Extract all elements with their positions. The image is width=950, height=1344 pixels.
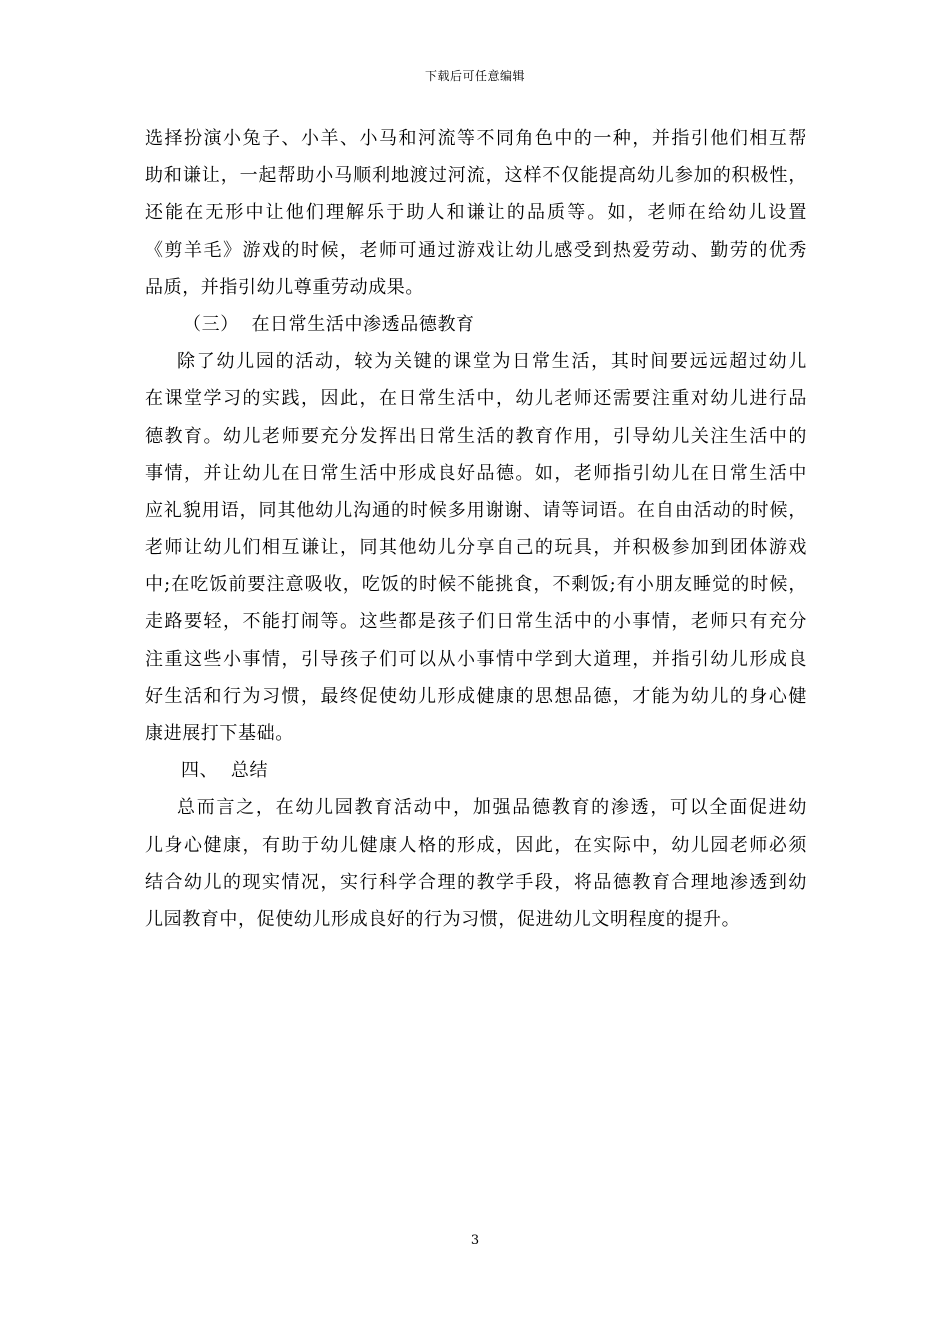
text-line: 好生活和行为习惯，最终促使幼儿形成健康的思想品德，才能为幼儿的身心健 xyxy=(145,685,807,707)
text-line: 《剪羊毛》游戏的时候，老师可通过游戏让幼儿感受到热爱劳动、勤劳的优秀 xyxy=(145,239,807,261)
text-line: 总而言之，在幼儿园教育活动中，加强品德教育的渗透，可以全面促进幼 xyxy=(177,797,807,819)
text-line: 康进展打下基础。 xyxy=(145,723,294,744)
text-line: 结合幼儿的现实情况，实行科学合理的教学手段，将品德教育合理地渗透到幼 xyxy=(145,871,807,893)
text-line: 儿园教育中，促使幼儿形成良好的行为习惯，促进幼儿文明程度的提升。 xyxy=(145,908,741,930)
text-line: 选择扮演小兔子、小羊、小马和河流等不同角色中的一种，并指引他们相互帮 xyxy=(145,128,807,149)
text-line: 还能在无形中让他们理解乐于助人和谦让的品质等。如，老师在给幼儿设置 xyxy=(145,202,807,224)
text-line: 事情，并让幼儿在日常生活中形成良好品德。如，老师指引幼儿在日常生活中 xyxy=(145,462,807,484)
page-header: 下载后可任意编辑 xyxy=(424,69,525,83)
text-line: 德教育。幼儿老师要充分发挥出日常生活的教育作用，引导幼儿关注生活中的 xyxy=(145,425,807,447)
page-number: 3 xyxy=(470,1233,480,1248)
body-text xyxy=(145,120,807,938)
text-line: 助和谦让，一起帮助小马顺利地渡过河流，这样不仅能提高幼儿参加的积极性， xyxy=(145,165,807,187)
text-line: 老师让幼儿们相互谦让，同其他幼儿分享自己的玩具，并积极参加到团体游戏 xyxy=(145,537,807,559)
text-line: 走路要轻，不能打闹等。这些都是孩子们日常生活中的小事情，老师只有充分 xyxy=(145,611,807,633)
section-heading: （三） 在日常生活中渗透品德教育 xyxy=(183,313,475,335)
text-line: 除了幼儿园的活动，较为关键的课堂为日常生活，其时间要远远超过幼儿 xyxy=(177,351,807,373)
text-line: 品质，并指引幼儿尊重劳动成果。 xyxy=(145,276,424,298)
text-line: 中;在吃饭前要注意吸收，吃饭的时候不能挑食，不剩饭;有小朋友睡觉的时候， xyxy=(145,574,807,596)
section-heading: 四、 总结 xyxy=(181,760,269,782)
text-line: 在课堂学习的实践，因此，在日常生活中，幼儿老师还需要注重对幼儿进行品 xyxy=(145,388,807,410)
text-line: 注重这些小事情，引导孩子们可以从小事情中学到大道理，并指引幼儿形成良 xyxy=(145,648,807,670)
text-line: 儿身心健康，有助于幼儿健康人格的形成，因此，在实际中，幼儿园老师必须 xyxy=(145,834,807,856)
text-line: 应礼貌用语，同其他幼儿沟通的时候多用谢谢、请等词语。在自由活动的时候， xyxy=(145,499,807,521)
